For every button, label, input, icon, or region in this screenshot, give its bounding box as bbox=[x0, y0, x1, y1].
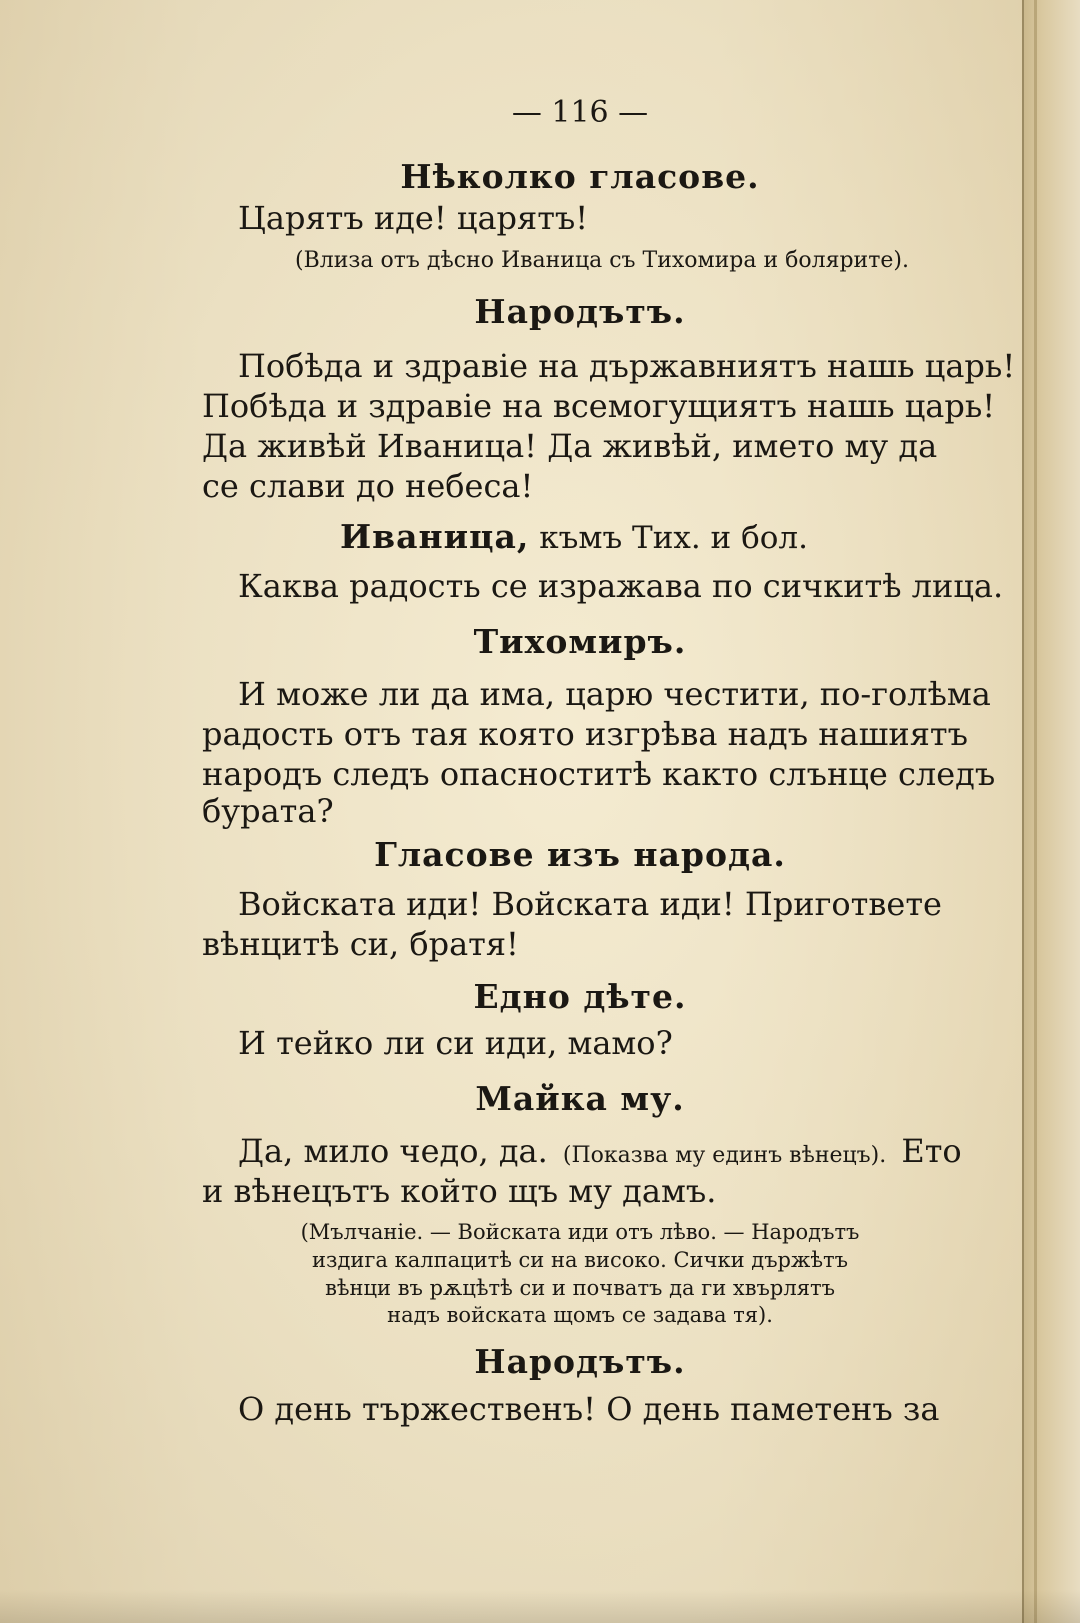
dialogue-line: И може ли да има, царю честити, по-голѣма bbox=[238, 675, 991, 713]
inline-stage-direction: (Показва му единъ вѣнецъ). bbox=[562, 1143, 887, 1168]
page-bottom-shadow bbox=[0, 1590, 1080, 1623]
dialogue-line: се слави до небеса! bbox=[202, 467, 534, 505]
speaker-heading: Майка му. bbox=[475, 1079, 685, 1118]
dialogue-line: Побѣда и здравіе на държавниятъ нашь царь! bbox=[238, 347, 1016, 385]
speaker-heading: Народътъ. bbox=[474, 1342, 686, 1381]
speaker-heading-row bbox=[340, 517, 808, 556]
dialogue-line: бурата? bbox=[202, 792, 334, 830]
stage-direction: вѣнци въ рѫцѣтѣ си и почватъ да ги хвърлятъ bbox=[325, 1276, 835, 1300]
dialogue-line: радость отъ тая която изгрѣва надъ нашиятъ bbox=[202, 715, 968, 753]
page-edge bbox=[1022, 0, 1080, 1623]
dialogue-line: Да, мило чедо, да. bbox=[238, 1132, 548, 1170]
dialogue-line-end: Ето bbox=[901, 1132, 962, 1170]
dialogue-line: вѣнцитѣ си, братя! bbox=[202, 925, 519, 963]
speaker-heading: Тихомиръ. bbox=[473, 622, 687, 661]
dialogue-line: И тейко ли си иди, мамо? bbox=[238, 1024, 673, 1062]
speaker-heading: Иваница, bbox=[340, 517, 530, 556]
dialogue-line-row bbox=[238, 1132, 962, 1170]
speaker-heading: Гласове изъ народа. bbox=[374, 835, 786, 874]
stage-direction: надъ войската щомъ се задава тя). bbox=[387, 1303, 773, 1327]
stage-direction: (Мълчаніе. — Войската иди отъ лѣво. — Народътъ bbox=[300, 1220, 860, 1244]
stage-direction: издига калпацитѣ си на високо. Сички държѣтъ bbox=[312, 1248, 848, 1272]
dialogue-line: Войската иди! Войската иди! Пригответе bbox=[238, 885, 942, 923]
dialogue-line: Царятъ иде! царятъ! bbox=[238, 199, 589, 237]
speaker-heading: Едно дѣте. bbox=[473, 977, 687, 1016]
dialogue-line: Каква радость се изражава по сичкитѣ лица. bbox=[238, 567, 1004, 605]
speaker-heading: Нѣколко гласове. bbox=[400, 157, 760, 196]
speaker-note: къмъ Тих. и бол. bbox=[539, 520, 808, 556]
speaker-heading: Народътъ. bbox=[474, 292, 686, 331]
dialogue-line: народъ следъ опасноститѣ както слънце следъ bbox=[202, 755, 996, 793]
dialogue-line: О день тържественъ! О день паметенъ за bbox=[238, 1390, 940, 1428]
dialogue-line: Да живѣй Иваница! Да живѣй, името му да bbox=[202, 427, 938, 465]
dialogue-line: и вѣнецътъ който щъ му дамъ. bbox=[202, 1172, 717, 1210]
stage-direction: (Влиза отъ дѣсно Иваница съ Тихомира и болярите). bbox=[295, 248, 909, 273]
dialogue-line: Побѣда и здравіе на всемогущиятъ нашь царь! bbox=[202, 387, 996, 425]
page-number: — 116 — bbox=[511, 95, 649, 130]
